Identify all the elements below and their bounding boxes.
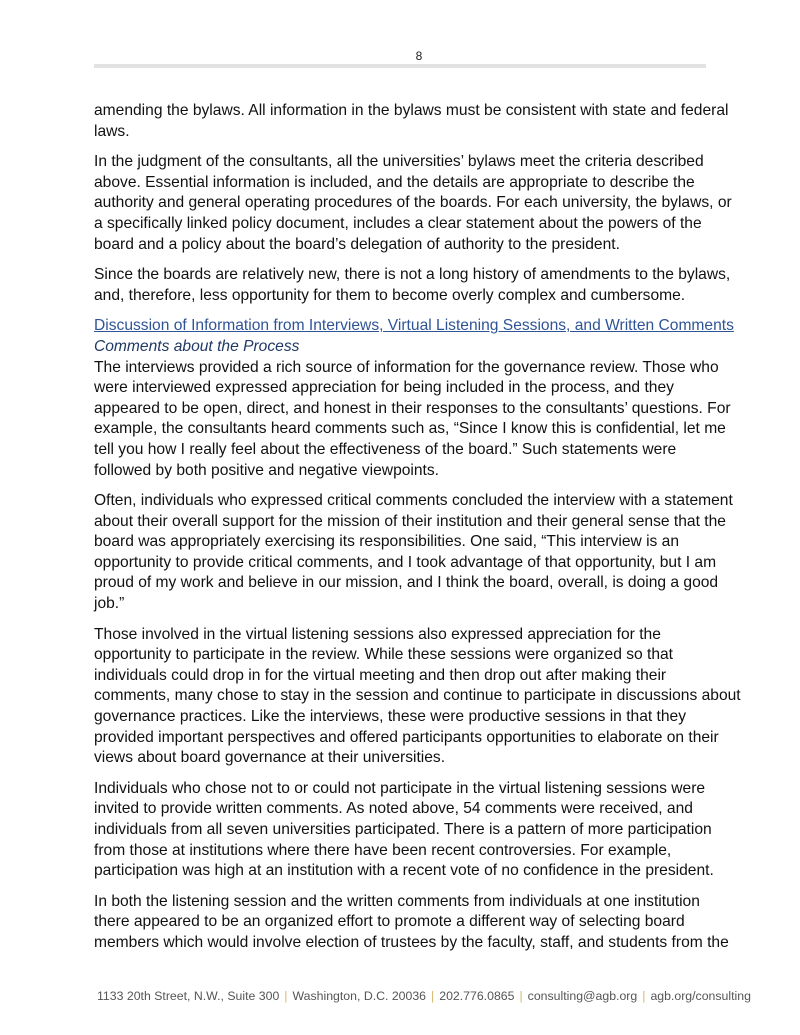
text-line: Individuals who chose not to or could not participate in the virtual listening sessions were <box>94 779 706 797</box>
text-line: a specifically linked policy document, includes a clear statement about the powers of the <box>94 214 702 232</box>
footer-separator: | <box>431 989 435 1003</box>
text-line: example, the consultants heard comments such as, “Since I know this is confidential, let me <box>94 420 726 438</box>
text-line: about their overall support for the mission of their institution and their general sense that the <box>94 512 726 530</box>
footer-separator: | <box>519 989 523 1003</box>
text-line: and, therefore, less opportunity for them to become overly complex and cumbersome. <box>94 286 686 304</box>
paragraph <box>94 625 754 769</box>
text-line: amending the bylaws. All information in the bylaws must be consistent with state and federal <box>94 102 729 119</box>
footer-separator: | <box>642 989 646 1003</box>
text-line: In both the listening session and the written comments from individuals at one institution <box>94 892 700 910</box>
text-line: individuals could drop in for the virtual meeting and then drop out after making their <box>94 666 667 684</box>
paragraph <box>94 358 754 482</box>
text-line: individuals from all seven universities participated. There is a pattern of more participation <box>94 821 712 838</box>
paragraph <box>94 265 754 306</box>
header-rule <box>94 64 706 68</box>
text-line: were interviewed expressed appreciation for being included in the process, and they <box>94 379 674 397</box>
footer <box>97 989 751 1003</box>
paragraph <box>94 892 754 954</box>
text-line: there appeared to be an organized effort to promote a different way of selecting board <box>94 913 685 931</box>
page-number: 8 <box>415 49 423 63</box>
text-line: invited to provide written comments. As noted above, 54 comments were received, and <box>94 800 693 818</box>
document-body <box>94 101 754 964</box>
footer-website[interactable]: agb.org/consulting <box>650 989 751 1003</box>
paragraph <box>94 779 754 882</box>
text-line: comments, many chose to stay in the session and continue to participate in discussions about <box>94 687 741 705</box>
footer-city: Washington, D.C. 20036 <box>292 989 427 1003</box>
paragraphs-before <box>94 101 754 306</box>
text-line: provided important perspectives and offered participants opportunities to elaborate on their <box>94 728 719 746</box>
text-line: opportunity to participate in the review. While these sessions were organized so that <box>94 646 674 664</box>
text-line: laws. <box>94 122 130 140</box>
text-line: from those at institutions where there have been recent controversies. For example, <box>94 841 672 859</box>
text-line: board and a policy about the board’s delegation of authority to the president. <box>94 235 620 253</box>
footer-address: 1133 20th Street, N.W., Suite 300 <box>97 989 280 1003</box>
text-line: above. Essential information is included, and the details are appropriate to describe the <box>94 173 695 191</box>
paragraph <box>94 491 754 615</box>
text-line: authority and general operating procedures of the boards. For each university, the bylaws, or <box>94 194 732 212</box>
text-line: members which would involve election of trustees by the faculty, staff, and students from the <box>94 933 729 951</box>
text-line: views about board governance at their universities. <box>94 749 446 767</box>
text-line: proud of my work and believe in our mission, and I think the board, overall, is doing a good <box>94 574 719 592</box>
text-line: Often, individuals who expressed critical comments concluded the interview with a statement <box>94 492 733 510</box>
paragraph <box>94 101 754 142</box>
text-line: Since the boards are relatively new, there is not a long history of amendments to the bylaws, <box>94 266 731 284</box>
subsection-heading: Comments about the Process <box>94 337 300 355</box>
paragraph <box>94 152 754 255</box>
paragraphs-after <box>94 358 754 954</box>
text-line: In the judgment of the consultants, all the universities’ bylaws meet the criteria described <box>94 153 704 171</box>
text-line: job.” <box>94 595 125 613</box>
text-line: followed by both positive and negative viewpoints. <box>94 461 440 479</box>
footer-separator: | <box>284 989 288 1003</box>
text-line: opportunity to provide critical comments, and I took advantage of that opportunity, but I am <box>94 553 717 571</box>
section-heading-link[interactable]: Discussion of Information from Interviews, Virtual Listening Sessions, and Written Comments <box>94 317 734 335</box>
text-line: tell you how I really feel about the effectiveness of the board.” Such statements were <box>94 440 677 458</box>
text-line: participation was high at an institution with a recent vote of no confidence in the president. <box>94 862 714 880</box>
footer-phone: 202.776.0865 <box>439 989 515 1003</box>
text-line: governance practices. Like the interviews, these were productive sessions in that they <box>94 708 687 726</box>
text-line: board was appropriately exercising its responsibilities. One said, “This interview is an <box>94 533 680 551</box>
footer-email[interactable]: consulting@agb.org <box>527 989 638 1003</box>
text-line: Those involved in the virtual listening sessions also expressed appreciation for the <box>94 625 661 643</box>
text-line: appeared to be open, direct, and honest in their responses to the consultants’ questions. For <box>94 399 731 417</box>
text-line: The interviews provided a rich source of information for the governance review. Those who <box>94 358 719 376</box>
